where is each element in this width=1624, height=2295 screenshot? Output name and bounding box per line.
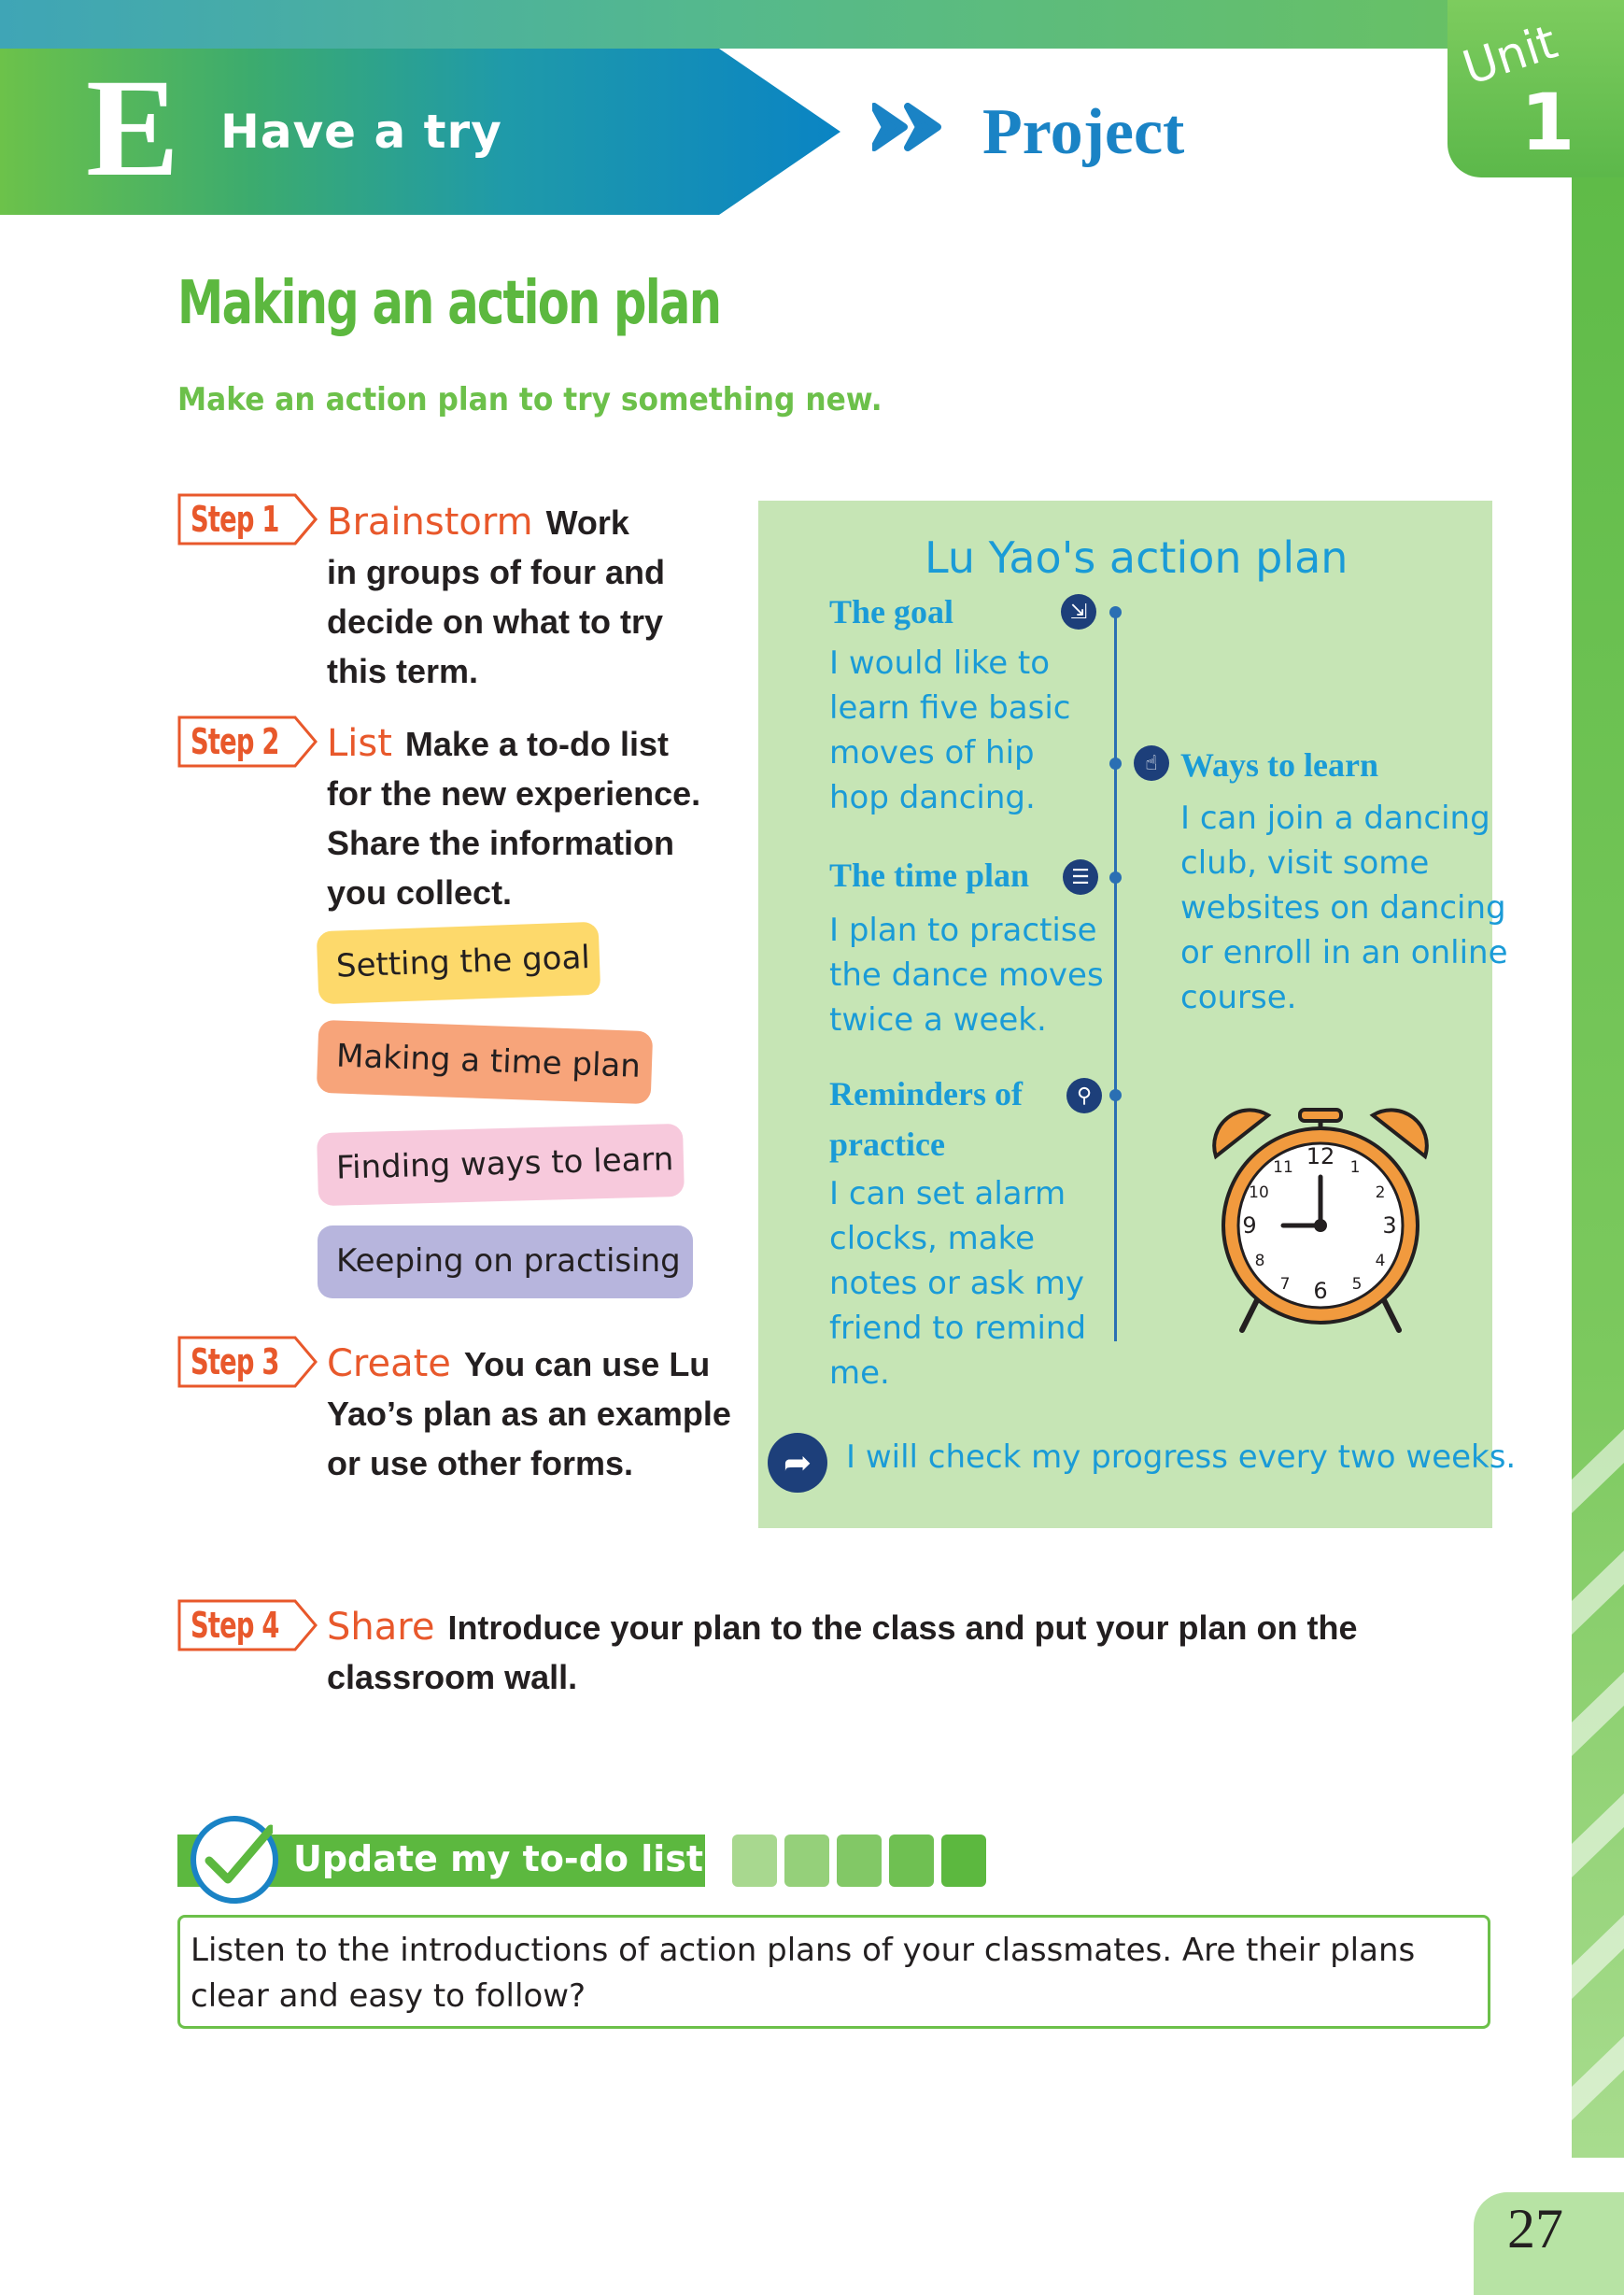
progress-square: [732, 1835, 777, 1887]
time-plan-text: I plan to practise the dance moves twice a week.: [829, 912, 1104, 1039]
step-2-keyword: List: [327, 722, 392, 765]
clock-number: 9: [1242, 1212, 1257, 1239]
list-icon: ☰: [1063, 859, 1098, 895]
goal-heading: The goal: [829, 593, 954, 630]
top-band: [0, 0, 1624, 49]
step-1-badge: Step 1: [177, 493, 318, 545]
reminders-text: I can set alarm clocks, make notes or ask my friend to remind me.: [829, 1175, 1087, 1392]
section-title: Have a try: [220, 105, 502, 159]
clock-number: 10: [1249, 1183, 1269, 1202]
timeline-dot: [1109, 758, 1122, 770]
timeline-dot: [1109, 1089, 1122, 1101]
step-4-text: Share Introduce your plan to the class and put your plan on the classroom wall.: [327, 1606, 1358, 1696]
progress-square: [784, 1835, 829, 1887]
share-arrow-icon: ➦: [768, 1433, 827, 1493]
magnifier-icon: ⚲: [1066, 1078, 1102, 1113]
step-3-keyword: Create: [327, 1342, 451, 1385]
list-item-time-plan: Making a time plan: [317, 1020, 654, 1104]
timeline-dot: [1109, 606, 1122, 618]
checkmark-icon: [191, 1816, 278, 1904]
clock-number: 7: [1279, 1275, 1291, 1294]
timeline-dot: [1109, 871, 1122, 884]
progress-square: [837, 1835, 882, 1887]
clock-number: 12: [1306, 1143, 1335, 1169]
page-title: Making an action plan: [177, 269, 721, 338]
unit-number: 1: [1520, 77, 1575, 168]
step-2-badge: Step 2: [177, 715, 318, 768]
clock-number: 2: [1375, 1183, 1386, 1202]
timeline-line: [1114, 609, 1117, 1341]
unit-label: Unit: [1456, 14, 1564, 96]
list-item-ways: Finding ways to learn: [317, 1124, 685, 1206]
clock-number: 3: [1382, 1212, 1397, 1239]
list-item-practising: Keeping on practising: [318, 1225, 693, 1298]
goal-text: I would like to learn five basic moves of hip hop dancing.: [829, 645, 1071, 816]
section-type: Project: [982, 96, 1185, 168]
clock-number: 8: [1254, 1252, 1265, 1270]
step-4-badge: Step 4: [177, 1599, 318, 1651]
step-3-text: Create You can use Lu Yao’s plan as an example or use other forms.: [327, 1342, 731, 1482]
reminders-heading: Reminders of practice: [829, 1075, 1023, 1163]
plan-title: Lu Yao's action plan: [925, 532, 1349, 583]
shrink-icon: ⇲: [1061, 594, 1096, 630]
clock-number: 11: [1273, 1158, 1293, 1177]
time-plan-heading: The time plan: [829, 857, 1030, 894]
ways-text: I can join a dancing club, visit some websites on dancing or enroll in an online course.: [1180, 800, 1508, 1016]
page-number: 27: [1507, 2198, 1563, 2260]
update-label: Update my to-do list: [293, 1838, 704, 1879]
section-letter: E: [86, 50, 180, 205]
list-item-goal: Setting the goal: [317, 922, 601, 1004]
progress-check-text: I will check my progress every two weeks.: [846, 1438, 1517, 1476]
alarm-clock-icon: [1210, 1102, 1431, 1336]
step-4-keyword: Share: [327, 1606, 435, 1649]
clock-number: 5: [1351, 1275, 1363, 1294]
progress-square: [941, 1835, 986, 1887]
page-subtitle: Make an action plan to try something new.: [177, 381, 883, 418]
double-arrow-icon: [872, 103, 958, 164]
update-text: Listen to the introductions of action plans of your classmates. Are their plans clear and easy to follow?: [191, 1932, 1416, 2015]
clock-number: 1: [1349, 1158, 1361, 1177]
step-1-text: Brainstorm Work in groups of four and decide on what to try this term.: [327, 501, 665, 690]
step-2-text: List Make a to-do list for the new experience. Share the information you collect.: [327, 722, 701, 912]
step-3-badge: Step 3: [177, 1336, 318, 1388]
progress-square: [889, 1835, 934, 1887]
hand-icon: ☝: [1134, 745, 1169, 781]
clock-number: 6: [1313, 1278, 1328, 1304]
ways-heading: Ways to learn: [1180, 746, 1378, 784]
clock-number: 4: [1375, 1252, 1386, 1270]
step-1-keyword: Brainstorm: [327, 501, 533, 544]
